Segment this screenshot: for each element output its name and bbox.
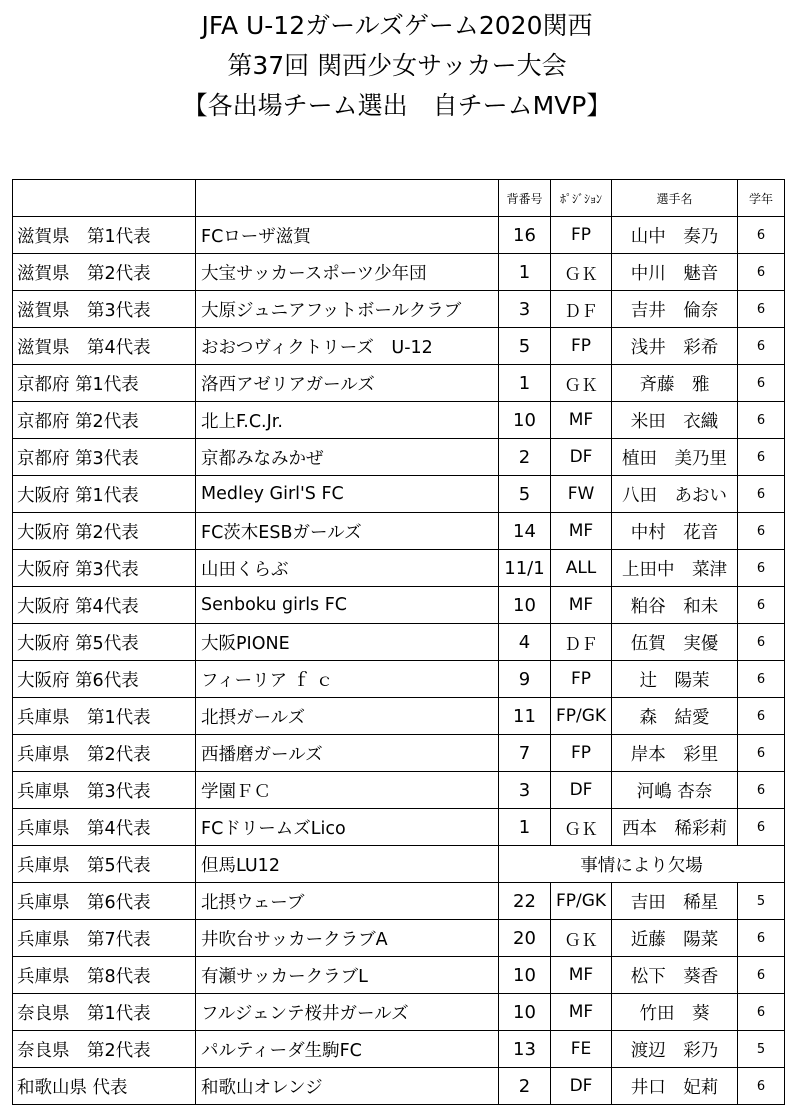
school-grade: 5 [738,1031,785,1068]
school-grade: 6 [738,994,785,1031]
column-header-number: 背番号 [499,180,551,217]
school-grade: 6 [738,550,785,587]
player-name: 斉藤 雅 [612,365,738,402]
school-grade: 6 [738,624,785,661]
player-position: ＧＫ [551,809,612,846]
player-position: MF [551,587,612,624]
table-row [13,439,785,476]
school-grade: 6 [738,439,785,476]
school-grade: 6 [738,217,785,254]
title-line-3: 【各出場チーム選出 自チームMVP】 [182,91,612,120]
team-representative: 奈良県 第1代表 [13,994,196,1031]
player-name: 粕谷 和未 [612,587,738,624]
table-row [13,1031,785,1068]
team-representative: 大阪府 第2代表 [13,513,196,550]
team-name: 西播磨ガールズ [196,735,499,772]
table-row [13,217,785,254]
player-name: 竹田 葵 [612,994,738,1031]
table-row [13,846,785,883]
team-representative: 兵庫県 第4代表 [13,809,196,846]
table-row [13,550,785,587]
team-name: 大宝サッカースポーツ少年団 [196,254,499,291]
team-name: FCローザ滋賀 [196,217,499,254]
player-name: 松下 葵香 [612,957,738,994]
column-header-player: 選手名 [612,180,738,217]
school-grade: 6 [738,291,785,328]
player-name: 八田 あおい [612,476,738,513]
team-representative: 兵庫県 第6代表 [13,883,196,920]
team-representative: 滋賀県 第1代表 [13,217,196,254]
team-name: 大阪PIONE [196,624,499,661]
team-name: FC茨木ESBガールズ [196,513,499,550]
table-row [13,365,785,402]
school-grade: 5 [738,883,785,920]
player-name: 渡辺 彩乃 [612,1031,738,1068]
team-name: 北摂ウェーブ [196,883,499,920]
team-representative: 大阪府 第4代表 [13,587,196,624]
table-row [13,513,785,550]
team-name: フルジェンテ桜井ガールズ [196,994,499,1031]
jersey-number: 10 [499,994,551,1031]
player-position: ＧＫ [551,920,612,957]
table-row [13,476,785,513]
team-name: 和歌山オレンジ [196,1068,499,1105]
player-position: FE [551,1031,612,1068]
jersey-number: 5 [499,328,551,365]
school-grade: 6 [738,254,785,291]
jersey-number: 3 [499,291,551,328]
team-name: 北摂ガールズ [196,698,499,735]
team-name: Medley Girl'S FC [196,476,499,513]
team-name: 京都みなみかぜ [196,439,499,476]
absence-note: 事情により欠場 [499,846,785,883]
header-row [13,180,785,217]
table-row [13,735,785,772]
player-position: FW [551,476,612,513]
team-name: FCドリームズLico [196,809,499,846]
team-name: 井吹台サッカークラブA [196,920,499,957]
team-representative: 兵庫県 第1代表 [13,698,196,735]
team-representative: 京都府 第2代表 [13,402,196,439]
player-position: MF [551,402,612,439]
player-name: 山中 奏乃 [612,217,738,254]
table-row [13,957,785,994]
jersey-number: 22 [499,883,551,920]
team-representative: 大阪府 第3代表 [13,550,196,587]
jersey-number: 11/1 [499,550,551,587]
table-row [13,920,785,957]
table-row [13,587,785,624]
jersey-number: 10 [499,402,551,439]
jersey-number: 7 [499,735,551,772]
player-position: FP/GK [551,698,612,735]
player-name: 植田 美乃里 [612,439,738,476]
team-name: 北上F.C.Jr. [196,402,499,439]
team-name: おおつヴィクトリーズ U-12 [196,328,499,365]
player-name: 西本 稀彩莉 [612,809,738,846]
jersey-number: 13 [499,1031,551,1068]
team-name: 有瀬サッカークラブL [196,957,499,994]
table-row [13,328,785,365]
player-position: FP/GK [551,883,612,920]
player-name: 井口 妃莉 [612,1068,738,1105]
jersey-number: 2 [499,439,551,476]
player-position: FP [551,735,612,772]
team-name: パルティーダ生駒FC [196,1031,499,1068]
jersey-number: 4 [499,624,551,661]
school-grade: 6 [738,772,785,809]
team-name: 但馬LU12 [196,846,499,883]
player-position: ＤＦ [551,291,612,328]
team-representative: 京都府 第3代表 [13,439,196,476]
jersey-number: 16 [499,217,551,254]
team-representative: 兵庫県 第8代表 [13,957,196,994]
team-representative: 滋賀県 第3代表 [13,291,196,328]
player-name: 上田中 菜津 [612,550,738,587]
table-row [13,772,785,809]
team-representative: 兵庫県 第3代表 [13,772,196,809]
team-representative: 滋賀県 第2代表 [13,254,196,291]
player-position: MF [551,994,612,1031]
mvp-table [12,179,785,1105]
title-block [0,6,794,126]
column-header-position: ﾎﾟｼﾞｼｮﾝ [551,180,612,217]
team-representative: 京都府 第1代表 [13,365,196,402]
player-name: 岸本 彩里 [612,735,738,772]
team-name: 学園ＦＣ [196,772,499,809]
team-representative: 兵庫県 第7代表 [13,920,196,957]
column-header-grade: 学年 [738,180,785,217]
jersey-number: 11 [499,698,551,735]
school-grade: 6 [738,661,785,698]
table-row [13,1068,785,1105]
title-line-2: 第37回 関西少女サッカー大会 [227,51,567,80]
player-position: FP [551,328,612,365]
school-grade: 6 [738,809,785,846]
school-grade: 6 [738,957,785,994]
player-name: 森 結愛 [612,698,738,735]
table-row [13,402,785,439]
table-row [13,994,785,1031]
player-name: 中村 花音 [612,513,738,550]
team-representative: 和歌山県 代表 [13,1068,196,1105]
player-position: ＧＫ [551,365,612,402]
school-grade: 6 [738,920,785,957]
table-body [13,217,785,1105]
player-name: 吉井 倫奈 [612,291,738,328]
school-grade: 6 [738,365,785,402]
jersey-number: 1 [499,365,551,402]
school-grade: 6 [738,735,785,772]
table-row [13,698,785,735]
player-position: MF [551,513,612,550]
team-name: 山田くらぶ [196,550,499,587]
team-representative: 兵庫県 第5代表 [13,846,196,883]
player-position: DF [551,439,612,476]
jersey-number: 9 [499,661,551,698]
table-row [13,809,785,846]
player-position: FP [551,661,612,698]
jersey-number: 20 [499,920,551,957]
school-grade: 6 [738,1068,785,1105]
player-position: MF [551,957,612,994]
player-name: 浅井 彩希 [612,328,738,365]
player-position: ALL [551,550,612,587]
player-name: 河嶋 杏奈 [612,772,738,809]
column-header-representative [13,180,196,217]
team-representative: 奈良県 第2代表 [13,1031,196,1068]
player-name: 中川 魅音 [612,254,738,291]
column-header-team [196,180,499,217]
team-representative: 大阪府 第1代表 [13,476,196,513]
team-representative: 大阪府 第6代表 [13,661,196,698]
school-grade: 6 [738,402,785,439]
jersey-number: 3 [499,772,551,809]
player-position: DF [551,772,612,809]
player-name: 米田 衣織 [612,402,738,439]
jersey-number: 14 [499,513,551,550]
player-position: DF [551,1068,612,1105]
jersey-number: 2 [499,1068,551,1105]
table-row [13,624,785,661]
school-grade: 6 [738,328,785,365]
table-row [13,254,785,291]
player-name: 辻 陽茉 [612,661,738,698]
team-representative: 大阪府 第5代表 [13,624,196,661]
player-name: 近藤 陽菜 [612,920,738,957]
school-grade: 6 [738,587,785,624]
jersey-number: 10 [499,957,551,994]
player-position: ＧＫ [551,254,612,291]
player-name: 伍賀 実優 [612,624,738,661]
team-name: 洛西アゼリアガールズ [196,365,499,402]
table-row [13,661,785,698]
school-grade: 6 [738,476,785,513]
jersey-number: 1 [499,809,551,846]
team-representative: 滋賀県 第4代表 [13,328,196,365]
jersey-number: 10 [499,587,551,624]
table-row [13,883,785,920]
player-name: 吉田 稀星 [612,883,738,920]
school-grade: 6 [738,698,785,735]
team-name: 大原ジュニアフットボールクラブ [196,291,499,328]
team-name: フィーリア ｆ ｃ [196,661,499,698]
team-representative: 兵庫県 第2代表 [13,735,196,772]
player-position: ＤＦ [551,624,612,661]
table-row [13,291,785,328]
player-position: FP [551,217,612,254]
jersey-number: 5 [499,476,551,513]
jersey-number: 1 [499,254,551,291]
team-name: Senboku girls FC [196,587,499,624]
school-grade: 6 [738,513,785,550]
title-line-1: JFA U-12ガールズゲーム2020関西 [201,11,593,40]
